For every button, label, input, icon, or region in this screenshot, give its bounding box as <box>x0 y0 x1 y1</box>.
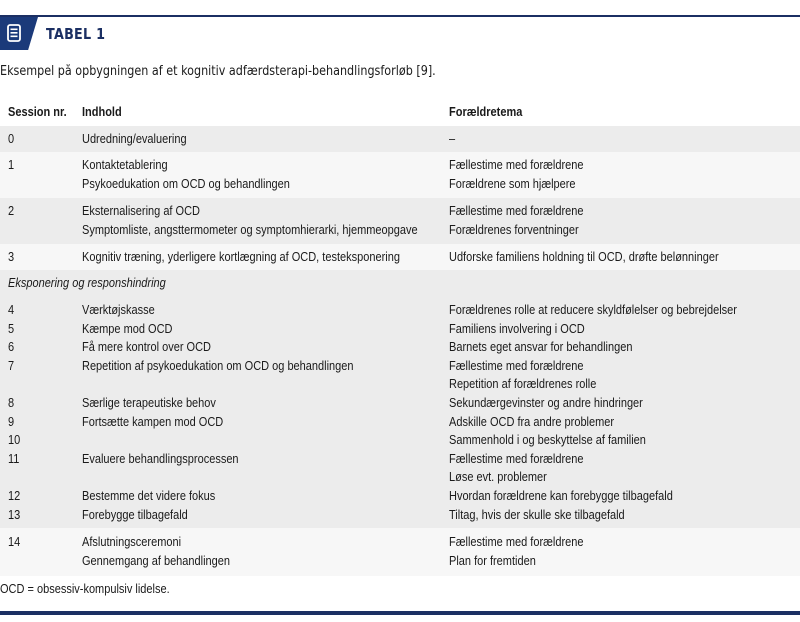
section-block <box>0 270 800 528</box>
session-table <box>0 100 800 576</box>
session-number-line: 1 <box>8 158 15 172</box>
table-badge <box>0 17 38 50</box>
content-cell <box>82 301 165 320</box>
parent-theme-cell <box>449 357 616 394</box>
content-cell <box>82 130 201 149</box>
session-number <box>8 130 15 149</box>
parent-theme-cell-line: Barnets eget ansvar for behandlingen <box>449 340 633 355</box>
content-cell-line <box>82 375 354 394</box>
content-cell-line: Symptomliste, angsttermometer og symptomhierarki, hjemmeopgave <box>82 222 418 237</box>
content-cell-line: Få mere kontrol over OCD <box>82 340 211 355</box>
session-number <box>8 320 15 339</box>
session-number <box>8 357 15 376</box>
session-number <box>8 413 15 432</box>
parent-theme-cell-line: Forældrenes forventninger <box>449 222 579 237</box>
session-number <box>8 156 15 175</box>
content-cell-line: Særlige terapeutiske behov <box>82 396 216 410</box>
content-cell-line: Fortsætte kampen mod OCD <box>82 414 224 429</box>
content-cell <box>82 487 233 506</box>
column-header-content: Indhold <box>82 105 122 119</box>
parent-theme-cell-line: Plan for fremtiden <box>449 553 536 568</box>
session-number-line: 9 <box>8 414 15 429</box>
column-header-session: Session nr. <box>8 105 67 119</box>
session-number <box>8 450 21 469</box>
content-cell-line <box>82 468 239 487</box>
content-cell <box>82 338 229 357</box>
content-cell-line: Forebygge tilbagefald <box>82 507 188 522</box>
parent-theme-cell-line: – <box>449 132 456 146</box>
parent-theme-cell-line: Forældrenes rolle at reducere skyldfølelser og bebrejdelser <box>449 303 737 317</box>
session-number-line: 8 <box>8 396 15 410</box>
parent-theme-cell <box>449 450 602 487</box>
parent-theme-cell-line: Udforske familiens holdning til OCD, drøfte belønninger <box>449 250 719 264</box>
session-number <box>8 533 22 552</box>
session-number-line: 0 <box>8 132 15 146</box>
session-number <box>8 202 15 221</box>
parent-theme-cell-line: Fællestime med forældrene <box>449 358 584 373</box>
content-cell-line: Repetition af psykoedukation om OCD og behandlingen <box>82 358 354 373</box>
content-cell-line: Kæmpe mod OCD <box>82 321 173 336</box>
parent-theme-cell-line: Hvordan forældrene kan forebygge tilbagefald <box>449 489 673 503</box>
session-number-line: 11 <box>8 451 20 466</box>
session-number <box>8 394 15 413</box>
parent-theme-cell <box>449 431 673 450</box>
content-cell-line: Afslutningsceremoni <box>82 535 182 549</box>
session-number-line: 5 <box>8 321 15 336</box>
table-header-row <box>0 100 800 126</box>
session-number-line: 6 <box>8 340 15 355</box>
content-cell <box>82 357 391 394</box>
content-cell-line: Værktøjskasse <box>82 303 155 317</box>
parent-theme-cell-line: Fællestime med forældrene <box>449 158 584 172</box>
section-label: Eksponering og responshindring <box>8 276 166 290</box>
table-row <box>0 244 800 270</box>
content-cell <box>82 320 185 339</box>
session-number <box>8 248 15 267</box>
parent-theme-cell-line: Forældrene som hjælpere <box>449 176 576 191</box>
content-cell-line: Eksternalisering af OCD <box>82 204 200 218</box>
parent-theme-cell-line: Løse evt. problemer <box>449 470 547 485</box>
session-number-line: 10 <box>8 433 21 448</box>
content-cell-line: Psykoedukation om OCD og behandlingen <box>82 176 290 191</box>
table-header <box>0 17 800 50</box>
parent-theme-cell <box>449 320 603 339</box>
parent-theme-cell-line: Fællestime med forældrene <box>449 535 584 549</box>
bottom-rule <box>0 611 800 615</box>
content-cell-line: Bestemme det videre fokus <box>82 489 216 503</box>
content-cell-line: Kognitiv træning, yderligere kortlægning af OCD, testeksponering <box>82 250 400 264</box>
session-number-line: 13 <box>8 507 21 522</box>
content-cell-line: Kontaktetablering <box>82 158 168 172</box>
session-number <box>8 431 22 450</box>
table-row <box>0 198 800 244</box>
table-title: TABEL 1 <box>46 25 106 43</box>
session-number <box>8 338 15 357</box>
parent-theme-cell <box>449 487 703 506</box>
footnote: OCD = obsessiv-kompulsiv lidelse. <box>0 582 170 596</box>
session-number-line: 2 <box>8 204 15 218</box>
content-cell <box>82 533 250 570</box>
parent-theme-cell-line: Fællestime med forældrene <box>449 451 584 466</box>
parent-theme-cell-line: Sekundærgevinster og andre hindringer <box>449 396 643 410</box>
session-number-line: 7 <box>8 358 15 373</box>
parent-theme-cell <box>449 506 649 525</box>
content-cell <box>82 413 242 432</box>
content-cell <box>82 450 260 487</box>
table-row <box>0 152 800 198</box>
content-cell <box>82 506 202 525</box>
parent-theme-cell <box>449 202 602 239</box>
table-caption: Eksempel på opbygningen af et kognitiv adfærdsterapi-behandlingsforløb [9]. <box>0 64 436 79</box>
table-row <box>0 528 800 576</box>
parent-theme-cell-line: Familiens involvering i OCD <box>449 321 585 336</box>
parent-theme-cell <box>449 248 755 267</box>
parent-theme-cell <box>449 130 456 149</box>
table-row <box>0 126 800 152</box>
parent-theme-cell-line: Sammenhold i og beskyttelse af familien <box>449 433 646 448</box>
parent-theme-cell <box>449 413 637 432</box>
session-number-line: 3 <box>8 250 15 264</box>
content-cell <box>82 202 463 239</box>
session-number <box>8 301 15 320</box>
parent-theme-cell-line: Tiltag, hvis der skulle ske tilbagefald <box>449 507 625 522</box>
parent-theme-cell <box>449 533 602 570</box>
content-cell <box>82 248 443 267</box>
content-cell <box>82 156 318 193</box>
session-number-line: 4 <box>8 303 15 317</box>
content-cell-line: Gennemgang af behandlingen <box>82 553 231 568</box>
session-number-line: 14 <box>8 535 21 549</box>
parent-theme-cell-line: Fællestime med forældrene <box>449 204 584 218</box>
document-list-icon <box>7 24 21 42</box>
parent-theme-cell <box>449 301 776 320</box>
session-number <box>8 487 22 506</box>
parent-theme-cell-line: Repetition af forældrenes rolle <box>449 377 597 392</box>
parent-theme-cell <box>449 156 602 193</box>
content-cell-line: Udredning/evaluering <box>82 132 187 146</box>
parent-theme-cell <box>449 394 669 413</box>
content-cell <box>82 394 234 413</box>
parent-theme-cell-line: Adskille OCD fra andre problemer <box>449 414 615 429</box>
content-cell-line: Evaluere behandlingsprocessen <box>82 451 239 466</box>
parent-theme-cell <box>449 338 657 357</box>
session-number-line: 12 <box>8 489 21 503</box>
session-number <box>8 506 22 525</box>
column-header-parent: Forældretema <box>449 105 523 119</box>
